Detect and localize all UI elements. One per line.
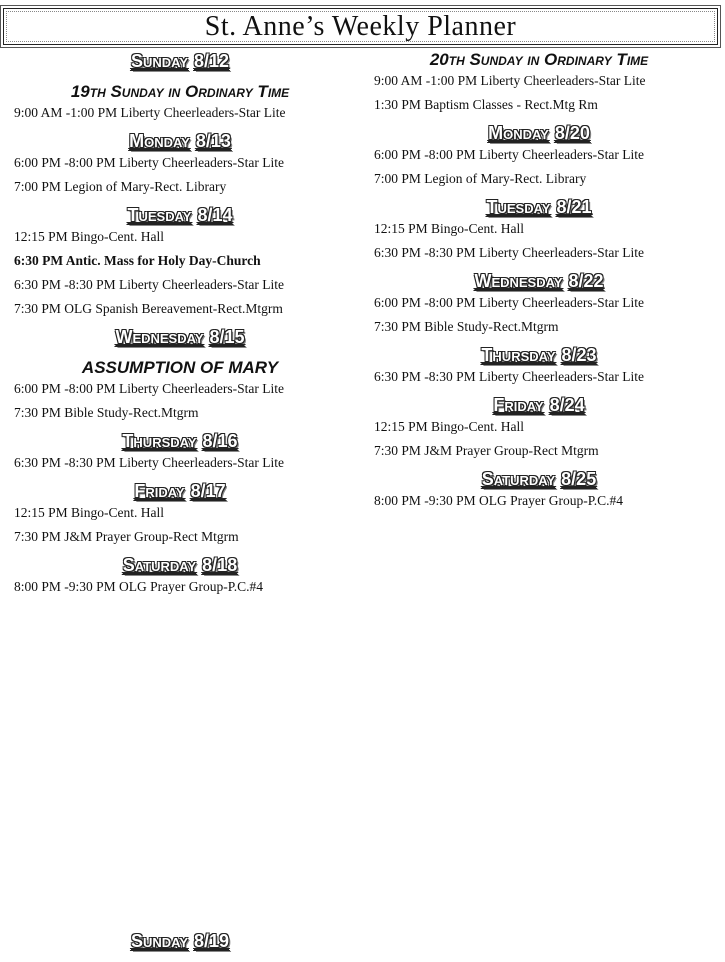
special-observance: ASSUMPTION OF MARY [81,358,279,377]
event-item: 12:15 PM Bingo-Cent. Hall [374,221,525,236]
day-heading-monday-8-13 [14,128,346,154]
day-heading-tuesday-8-21 [374,194,704,220]
day-name: Friday [493,395,544,415]
right-column [374,48,704,516]
event-item: 6:00 PM -8:00 PM Liberty Cheerleaders-Star Lite [14,155,284,170]
day-date: 8/15 [209,327,245,347]
day-heading-monday-8-20 [374,120,704,146]
day-name: Monday [129,131,190,151]
event-item-highlight: 6:30 PM Antic. Mass for Holy Day-Church [14,253,261,268]
day-heading-sunday-8-12 [14,48,346,74]
day-heading-sunday-8-19 [14,928,346,954]
event-item: 7:30 PM Bible Study-Rect.Mtgrm [14,405,199,420]
day-date: 8/20 [554,123,590,143]
event-item: 8:00 PM -9:30 PM OLG Prayer Group-P.C.#4 [374,493,624,508]
day-date: 8/21 [556,197,592,217]
day-name: Saturday [122,555,197,575]
day-date: 8/14 [197,205,233,225]
day-heading-thursday-8-16 [14,428,346,454]
event-item: 6:30 PM -8:30 PM Liberty Cheerleaders-Star Lite [374,245,644,260]
day-name: Sunday [130,931,188,951]
event-item: 7:00 PM Legion of Mary-Rect. Library [374,171,587,186]
day-date: 8/12 [194,51,230,71]
event-item: 6:30 PM -8:30 PM Liberty Cheerleaders-Star Lite [14,455,284,470]
day-date: 8/25 [561,469,597,489]
event-item: 9:00 AM -1:00 PM Liberty Cheerleaders-Star Lite [14,105,286,120]
special-observance: 19th Sunday in Ordinary Time [70,82,290,101]
day-name: Thursday [122,431,197,451]
left-column [14,48,346,602]
day-heading-saturday-8-25 [374,466,704,492]
day-name: Tuesday [127,205,192,225]
event-item: 1:30 PM Baptism Classes - Rect.Mtg Rm [374,97,598,112]
event-item: 7:30 PM Bible Study-Rect.Mtgrm [374,319,559,334]
day-heading-friday-8-17 [14,478,346,504]
event-item: 6:00 PM -8:00 PM Liberty Cheerleaders-Star Lite [374,295,644,310]
event-item: 12:15 PM Bingo-Cent. Hall [14,505,165,520]
event-item: 6:30 PM -8:30 PM Liberty Cheerleaders-Star Lite [374,369,644,384]
event-item: 7:00 PM Legion of Mary-Rect. Library [14,179,227,194]
day-heading-friday-8-24 [374,392,704,418]
event-item: 6:00 PM -8:00 PM Liberty Cheerleaders-Star Lite [14,381,284,396]
day-name: Wednesday [474,271,563,291]
event-item: 12:15 PM Bingo-Cent. Hall [374,419,525,434]
event-item: 7:30 PM J&M Prayer Group-Rect Mtgrm [374,443,599,458]
day-name: Friday [134,481,185,501]
next-week-sunday [14,928,346,954]
day-name: Sunday [130,51,188,71]
day-name: Thursday [481,345,556,365]
day-name: Wednesday [115,327,204,347]
day-name: Tuesday [486,197,551,217]
day-date: 8/16 [202,431,238,451]
day-date: 8/17 [190,481,226,501]
day-date: 8/23 [561,345,597,365]
day-heading-thursday-8-23 [374,342,704,368]
day-heading-saturday-8-18 [14,552,346,578]
day-date: 8/19 [194,931,230,951]
day-name: Monday [488,123,549,143]
event-item: 9:00 AM -1:00 PM Liberty Cheerleaders-Star Lite [374,73,646,88]
event-item: 8:00 PM -9:30 PM OLG Prayer Group-P.C.#4 [14,579,264,594]
page-title: St. Anne’s Weekly Planner [204,11,517,42]
event-item: 6:30 PM -8:30 PM Liberty Cheerleaders-Star Lite [14,277,284,292]
day-heading-tuesday-8-14 [14,202,346,228]
event-item: 7:30 PM OLG Spanish Bereavement-Rect.Mtgrm [14,301,283,316]
day-date: 8/22 [568,271,604,291]
day-heading-wednesday-8-22 [374,268,704,294]
planner-title-box [3,8,718,45]
day-heading-wednesday-8-15 [14,324,346,350]
day-date: 8/13 [195,131,231,151]
day-date: 8/18 [202,555,238,575]
day-name: Saturday [481,469,556,489]
day-date: 8/24 [549,395,585,415]
event-item: 12:15 PM Bingo-Cent. Hall [14,229,165,244]
special-observance: 20th Sunday in Ordinary Time [429,50,649,69]
event-item: 7:30 PM J&M Prayer Group-Rect Mtgrm [14,529,239,544]
event-item: 6:00 PM -8:00 PM Liberty Cheerleaders-Star Lite [374,147,644,162]
